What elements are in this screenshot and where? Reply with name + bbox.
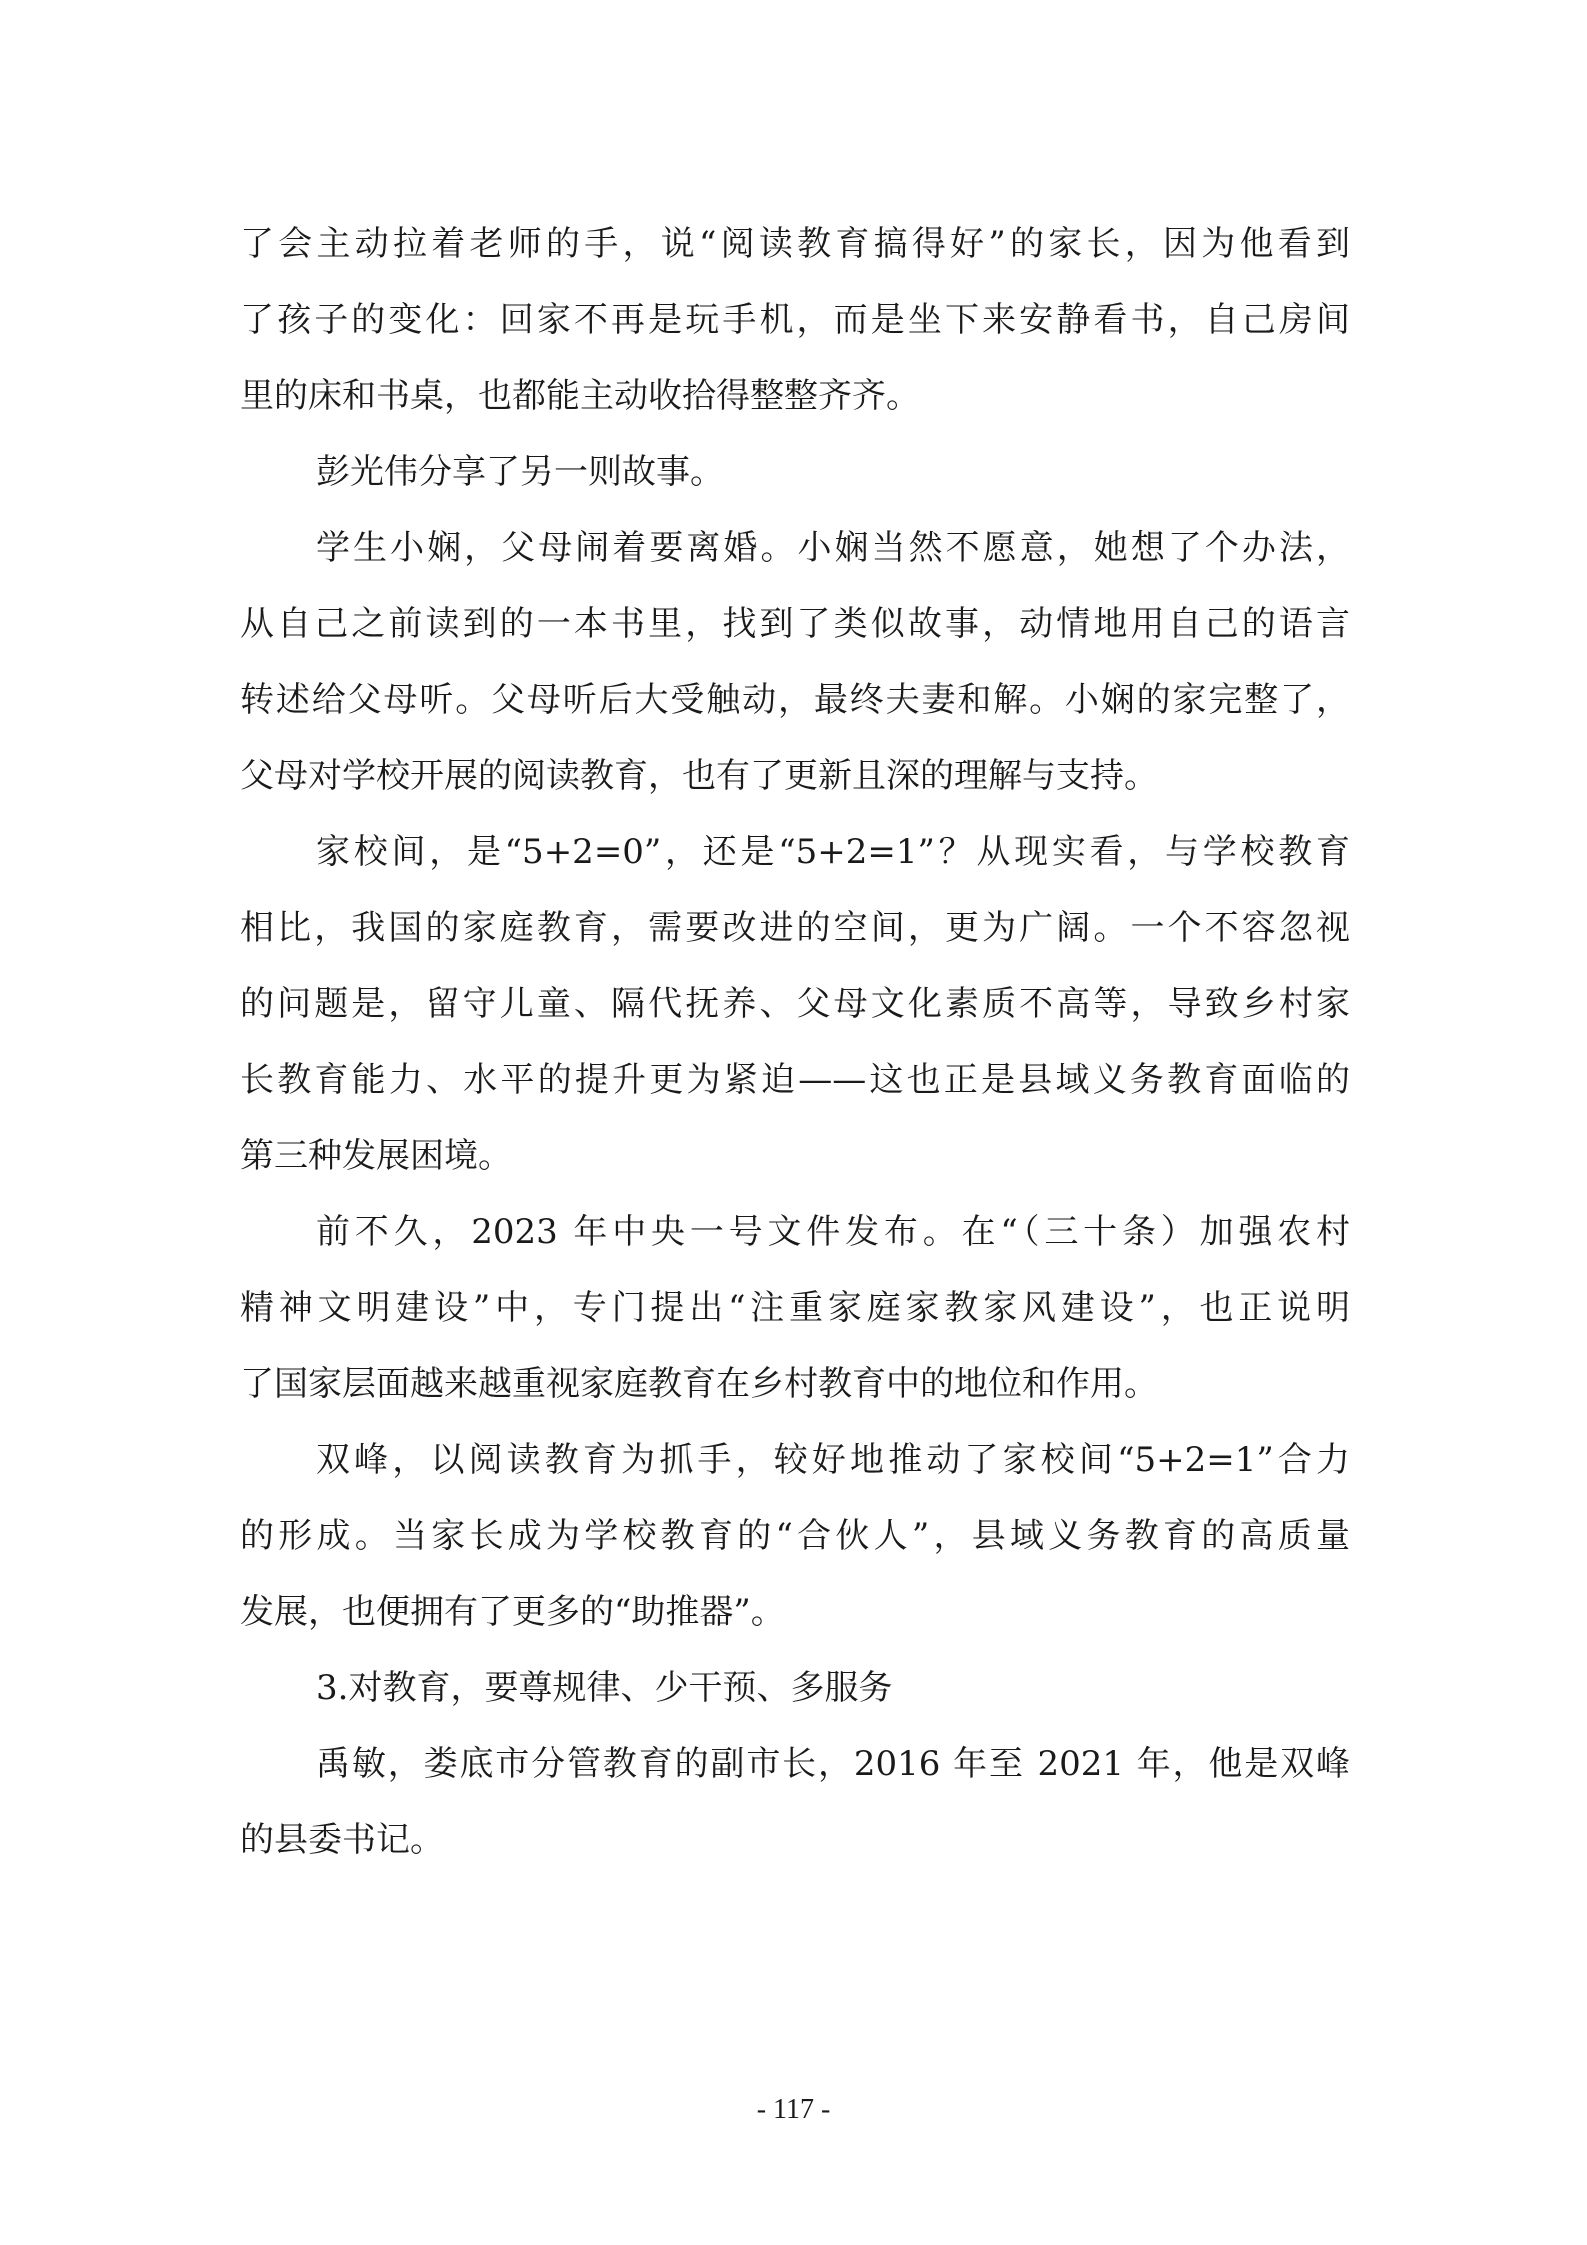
text-line: 3.对教育，要尊规律、少干预、多服务 [316,1668,893,1708]
text-line: 了孩子的变化：回家不再是玩手机，而是坐下来安静看书，自己房间 [240,300,1350,340]
text-line: 转述给父母听。父母听后大受触动，最终夫妻和解。小娴的家完整了， [240,680,1350,720]
text-line: 的县委书记。 [240,1820,444,1860]
text-line: 长教育能力、水平的提升更为紧迫——这也正是县域义务教育面临的 [240,1060,1350,1100]
page-number: - 117 - [756,2094,831,2125]
text-line: 相比，我国的家庭教育，需要改进的空间，更为广阔。一个不容忽视 [240,908,1350,948]
text-line: 了国家层面越来越重视家庭教育在乡村教育中的地位和作用。 [240,1364,1158,1404]
body-text [240,206,1350,1878]
text-line: 彭光伟分享了另一则故事。 [316,452,724,492]
text-line: 双峰，以阅读教育为抓手，较好地推动了家校间“5+2=1”合力 [316,1440,1350,1480]
text-line: 从自己之前读到的一本书里，找到了类似故事，动情地用自己的语言 [240,604,1350,644]
text-line: 父母对学校开展的阅读教育，也有了更新且深的理解与支持。 [240,756,1158,796]
text-line: 家校间，是“5+2=0”，还是“5+2=1”？从现实看，与学校教育 [316,832,1350,872]
text-line: 了会主动拉着老师的手，说“阅读教育搞得好”的家长，因为他看到 [240,224,1350,264]
text-line: 禹敏，娄底市分管教育的副市长，2016 年至 2021 年，他是双峰 [316,1744,1350,1784]
text-line: 的问题是，留守儿童、隔代抚养、父母文化素质不高等，导致乡村家 [240,984,1350,1024]
text-line: 的形成。当家长成为学校教育的“合伙人”，县域义务教育的高质量 [240,1516,1350,1556]
text-line: 精神文明建设”中，专门提出“注重家庭家教家风建设”，也正说明 [240,1288,1350,1328]
text-line: 里的床和书桌，也都能主动收拾得整整齐齐。 [240,376,920,416]
text-line: 学生小娴，父母闹着要离婚。小娴当然不愿意，她想了个办法， [316,528,1350,568]
text-line: 发展，也便拥有了更多的“助推器”。 [240,1592,785,1632]
text-line: 第三种发展困境。 [240,1136,512,1176]
text-line: 前不久，2023 年中央一号文件发布。在“（三十条）加强农村 [316,1212,1350,1252]
